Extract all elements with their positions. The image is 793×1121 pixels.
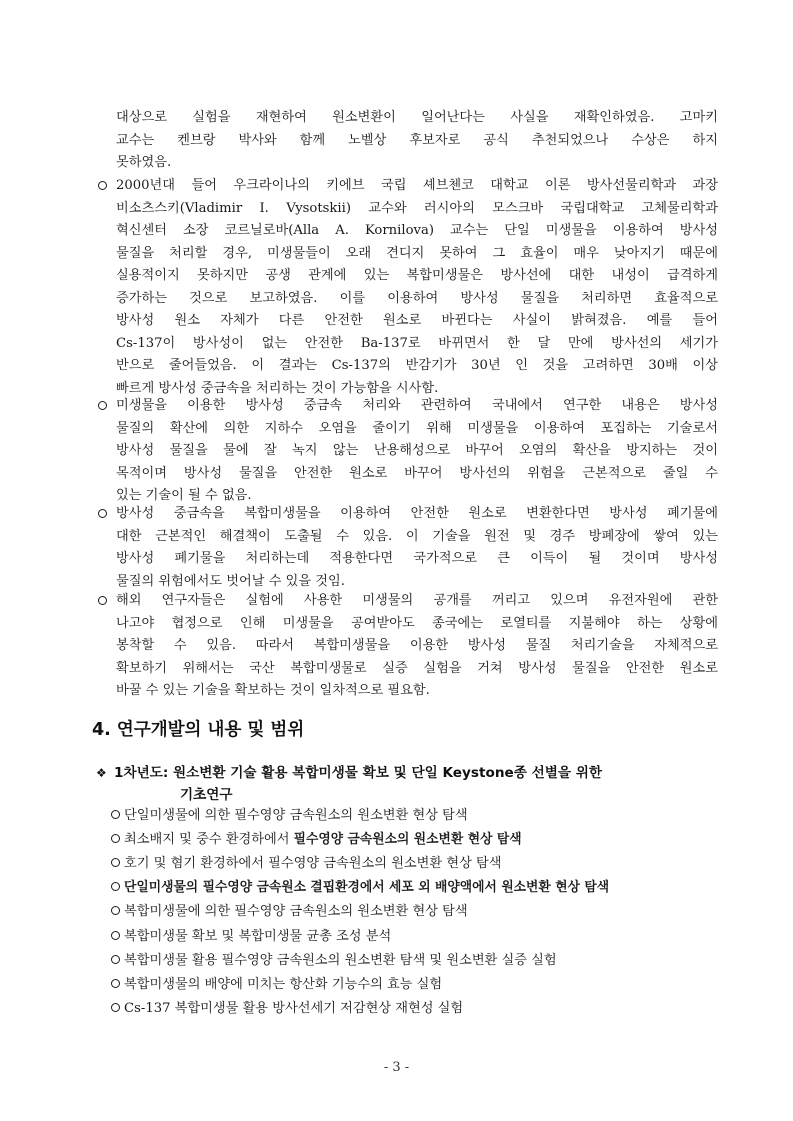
item-text: Cs-137 복합미생물 활용 방사선세기 저감현상 재현성 실험 (124, 1000, 464, 1016)
bullet-marker (111, 882, 120, 891)
list-item (111, 830, 522, 850)
text-line: 바꿀 수 있는 기술을 확보하는 것이 일차적으로 필요함. (116, 683, 430, 698)
text-line: 물질의 확산에 의한 지하수 오염을 줄이기 위해 미생물을 이용하여 포집하는 기술로서 (116, 420, 718, 436)
bullet-marker (98, 596, 107, 608)
bullet-marker (111, 1003, 120, 1012)
item-text: 복합미생물 활용 필수영양 금속원소의 원소변환 탐색 및 원소변환 실증 실험 (124, 952, 557, 968)
list-item (111, 927, 391, 947)
list-item (111, 951, 557, 971)
item-text: 복합미생물에 의한 필수영양 금속원소의 원소변환 현상 탐색 (124, 904, 468, 920)
intro-paragraph (116, 107, 718, 175)
item-text: 호기 및 혐기 환경하에서 필수영양 금속원소의 원소변환 현상 탐색 (124, 856, 502, 872)
text-line: 방사성 중금속을 복합미생물을 이용하여 안전한 원소로 변환한다면 방사성 폐기물에 (116, 506, 718, 521)
list-item (111, 806, 468, 826)
paragraph-waste-solution (116, 503, 718, 593)
bullet-marker (98, 509, 107, 521)
text-line: 봉착할 수 있음. 따라서 복합미생물을 이용한 방사성 물질 처리기술을 자체적으로 (116, 638, 718, 653)
item-text: 복합미생물 확보 및 복합미생물 균총 조성 분석 (124, 928, 392, 944)
bullet-marker (111, 931, 120, 940)
list-item (111, 854, 502, 874)
text-line: 2000년대 들어 우크라이나의 키에브 국립 셰브첸코 대학교 이론 방사선물리학과 과장 (116, 178, 718, 193)
text-line: 해외 연구자들은 실험에 사용한 미생물의 공개를 꺼리고 있으며 유전자원에 관한 (116, 593, 718, 608)
text-line: 방사성 물질을 물에 잘 녹지 않는 난용해성으로 바꾸어 오염의 확산을 방지하는 것이 (116, 443, 718, 458)
bullet-marker (98, 181, 107, 193)
paragraph-domestic-research (116, 395, 718, 508)
list-item (111, 975, 442, 995)
section-title: 4. 연구개발의 내용 및 범위 (92, 720, 305, 740)
text-line: 방사성 원소 자체가 다른 안전한 원소로 바뀐다는 사실이 밝혀졌음. 예를 들어 (116, 313, 718, 328)
diamond-bullet-icon: ❖ (96, 766, 107, 780)
text-line: 반으로 줄어들었음. 이 결과는 Cs-137의 반감기가 30년 인 것을 고려하면 30배 이상 (116, 358, 718, 373)
page-number: - 3 - (383, 1060, 410, 1075)
item-text: 최소배지 및 중수 환경하에서 (124, 832, 294, 848)
text-line: 확보하기 위해서는 국산 복합미생물로 실증 실험을 거쳐 방사성 물질을 안전한 원소로 (116, 660, 718, 676)
text-line: 비소츠스키(Vladimir I. Vysotskii) 교수와 러시아의 모스크바 국립대학교 고체물리학과 (116, 200, 718, 216)
text-line: Cs-137이 방사성이 없는 안전한 Ba-137로 바뀌면서 한 달 만에 방사선의 세기가 (116, 335, 718, 351)
text-line: 혁신센터 소장 코르닐로바(Alla A. Kornilova) 교수는 단일 미생물을 이용하여 방사성 (116, 223, 718, 238)
text-line: 빠르게 방사성 중금속을 처리하는 것이 가능함을 시사함. (116, 380, 439, 396)
text-line: 미생물을 이용한 방사성 중금속 처리와 관련하여 국내에서 연구한 내용은 방사성 (116, 398, 718, 413)
subsection-line2: 기초연구 (180, 787, 233, 803)
subsection-heading (96, 762, 736, 806)
list-item (111, 999, 463, 1019)
text-line: 대상으로 실험을 재현하여 원소변환이 일어난다는 사실을 재확인하였음. 고마키 (116, 110, 718, 125)
item-text-bold: 단일미생물의 필수영양 금속원소 결핍환경에서 세포 외 배양액에서 원소변환 현상 탐색 (124, 880, 610, 896)
bullet-marker (111, 979, 120, 988)
text-line: 물질을 처리할 경우, 미생물들이 오래 견디지 못하여 그 효율이 매우 낮아지기 때문에 (116, 245, 718, 261)
list-item (111, 878, 609, 898)
text-line: 방사성 폐기물을 처리하는데 적용한다면 국가적으로 큰 이득이 될 것이며 방사성 (116, 551, 718, 566)
bullet-marker (111, 906, 120, 915)
text-line: 목적이며 방사성 물질을 안전한 원소로 바꾸어 방사선의 위험을 근본적으로 줄일 수 (116, 465, 718, 481)
subsection-line1: 1차년도: 원소변환 기술 활용 복합미생물 확보 및 단일 Keystone종 선별을 위한 (114, 765, 602, 781)
text-line: 못하였음. (116, 155, 172, 170)
text-line: 증가하는 것으로 보고하였음. 이를 이용하여 방사성 물질을 처리하면 효율적으로 (116, 290, 718, 306)
text-line: 있는 기술이 될 수 없음. (116, 488, 252, 503)
text-line: 물질의 위험에서도 벗어날 수 있을 것임. (116, 573, 345, 589)
bullet-marker (98, 401, 107, 413)
bullet-marker (111, 834, 120, 843)
text-line: 대한 근본적인 해결책이 도출될 수 있음. 이 기술을 원전 및 경주 방폐장에 쌓여 있는 (116, 528, 718, 544)
text-line: 나고야 협정으로 인해 미생물을 공여받아도 종국에는 로열티를 지불해야 하는 상황에 (116, 615, 718, 631)
item-text: 복합미생물의 배양에 미치는 항산화 기능수의 효능 실험 (124, 976, 443, 992)
item-text: 단일미생물에 의한 필수영양 금속원소의 원소변환 현상 탐색 (124, 808, 468, 823)
text-line: 실용적이지 못하지만 공생 관계에 있는 복합미생물은 방사선에 대한 내성이 급격하게 (116, 268, 718, 283)
item-text-bold: 필수영양 금속원소의 원소변환 현상 탐색 (293, 832, 522, 848)
bullet-marker (111, 955, 120, 964)
list-item (111, 902, 468, 922)
paragraph-vysotskii (116, 175, 718, 400)
paragraph-overseas-researchers (116, 590, 718, 703)
bullet-marker (111, 810, 120, 819)
bullet-marker (111, 858, 120, 867)
text-line: 교수는 켄브랑 박사와 함께 노벨상 후보자로 공식 추천되었으나 수상은 하지 (116, 132, 718, 148)
